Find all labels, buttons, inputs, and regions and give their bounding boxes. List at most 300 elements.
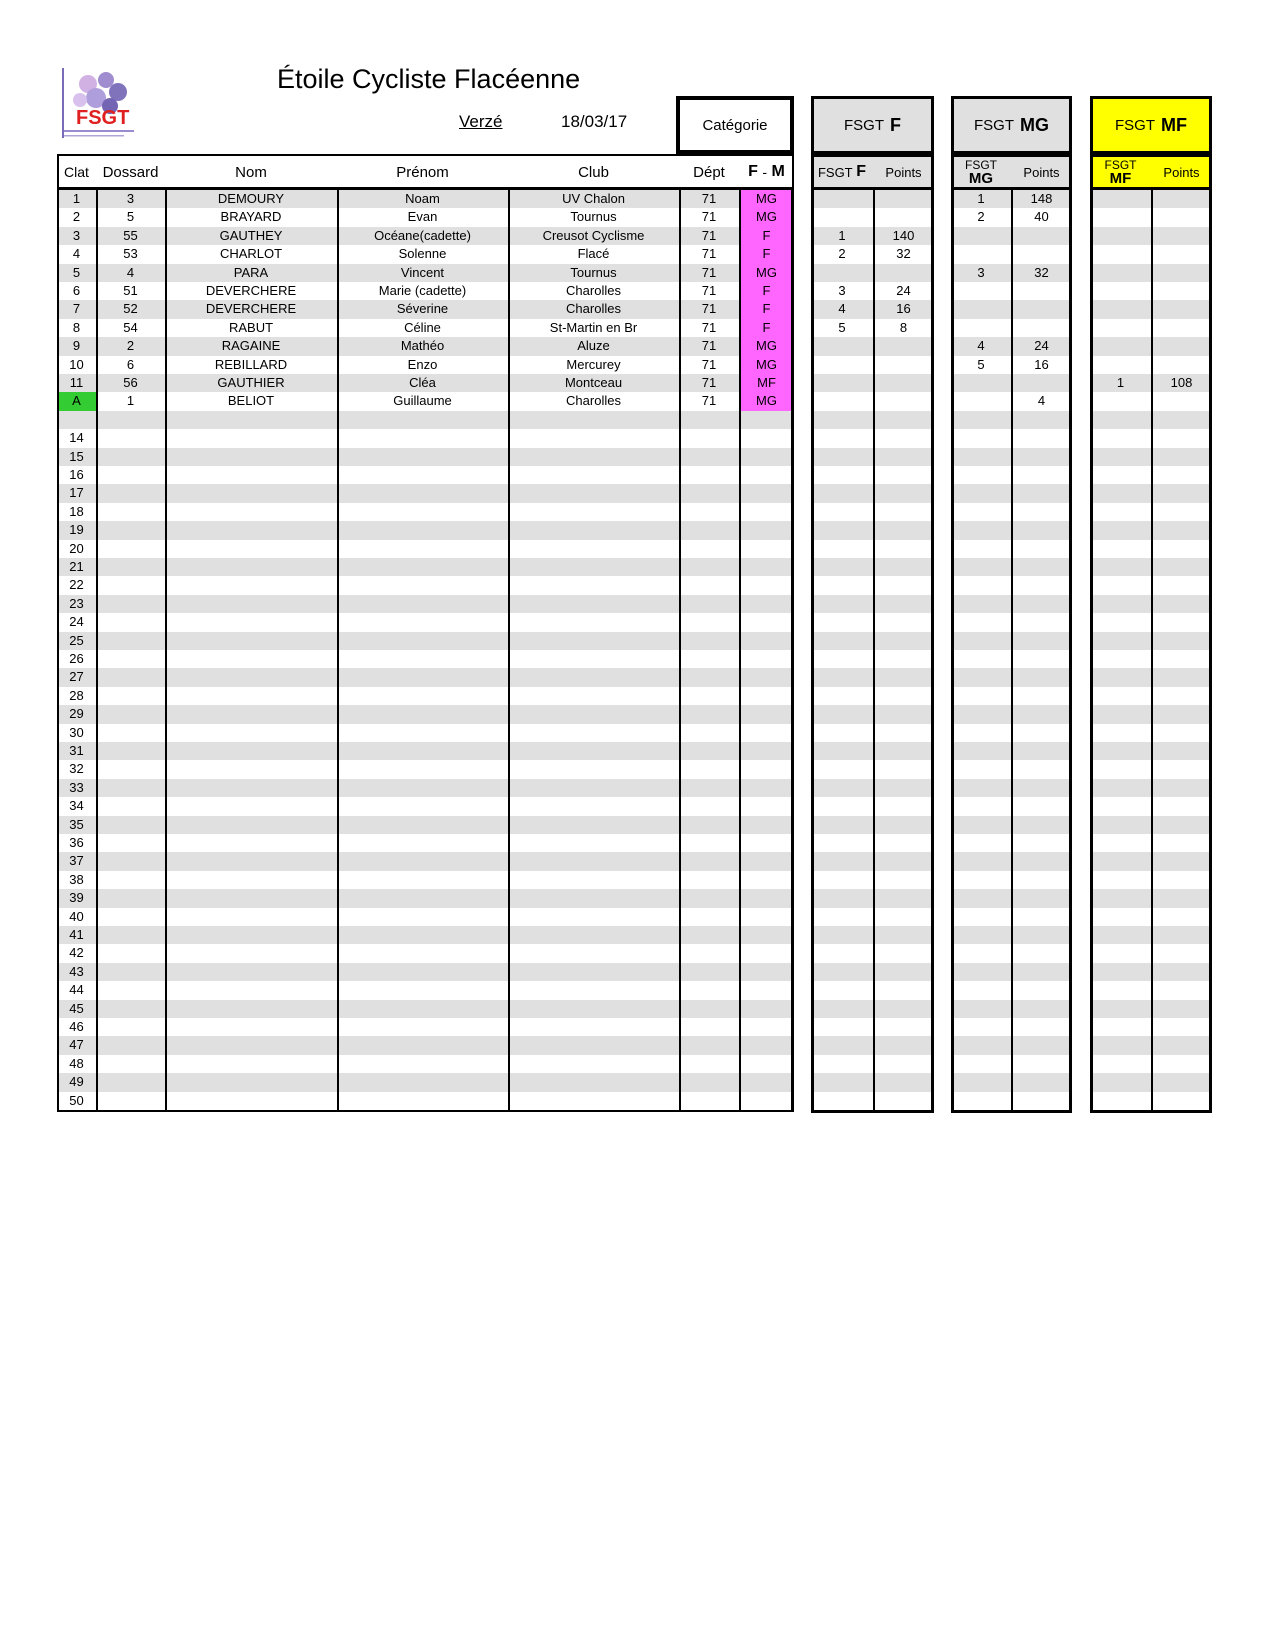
cell-mg-rank: 5 (977, 356, 985, 372)
cell-mf-pts (1151, 576, 1212, 594)
cell-mf-rank (1090, 429, 1151, 447)
cell-f-rank (811, 797, 873, 815)
cell-dept (679, 448, 739, 466)
cell-club (508, 981, 679, 999)
cell-prenom (337, 1036, 508, 1054)
cell-cat (739, 724, 794, 742)
cell-cat (739, 429, 794, 447)
cell-f-pts (873, 908, 934, 926)
race-date: 18/03/17 (561, 112, 628, 131)
cell-mg-rank (951, 742, 1011, 760)
cell-dossard (96, 540, 165, 558)
cell-club (508, 411, 679, 429)
cell-dept (679, 852, 739, 870)
cell-mg-rank (951, 429, 1011, 447)
cell-mg-rank (951, 1092, 1011, 1110)
cell-mg-rank (951, 503, 1011, 521)
cell-cat (739, 816, 794, 834)
cell-nom (165, 540, 337, 558)
cell-mg-pts (1011, 779, 1072, 797)
cell-f-pts (873, 981, 934, 999)
cell-mg-rank (951, 760, 1011, 778)
cell-f-rank (811, 944, 873, 962)
cell-mg-pts (1011, 944, 1072, 962)
cell-dept (679, 1018, 739, 1036)
cell-mg-rank (951, 1036, 1011, 1054)
cell-nom (165, 466, 337, 484)
column-divider (873, 190, 875, 1110)
cell-prenom (337, 926, 508, 944)
cell-dossard (96, 705, 165, 723)
cell-cat: F (739, 319, 794, 337)
cell-mf-pts (1151, 245, 1212, 263)
cell-mg-pts (1011, 1036, 1072, 1054)
cell-mf-pts (1151, 319, 1212, 337)
cell-dept (679, 871, 739, 889)
cell-f-pts (873, 558, 934, 576)
cell-dept: 71 (701, 393, 717, 409)
cell-mf-rank (1090, 908, 1151, 926)
cell-dept (679, 963, 739, 981)
cell-mg-pts: 4 (1037, 393, 1046, 409)
cell-clat: 25 (69, 632, 84, 648)
col-dossard: Dossard (102, 163, 159, 181)
cell-clat: 43 (69, 963, 84, 979)
cell-mg-pts (1011, 595, 1072, 613)
cell-f-rank (811, 816, 873, 834)
cell-mf-pts (1151, 540, 1212, 558)
cell-dept (679, 816, 739, 834)
cell-club (508, 687, 679, 705)
cell-dossard: 3 (126, 191, 135, 206)
cell-dept (679, 576, 739, 594)
cell-mf-rank (1090, 484, 1151, 502)
cell-f-pts: 24 (896, 283, 911, 298)
cell-cat: F (739, 282, 794, 300)
cell-club (508, 742, 679, 760)
cell-cat (739, 687, 794, 705)
cell-f-rank (811, 374, 873, 392)
cell-mg-pts (1011, 797, 1072, 815)
col-mg-rank-code: MG (968, 169, 994, 187)
cell-f-rank (811, 613, 873, 631)
cell-club (508, 724, 679, 742)
cell-clat: 22 (69, 577, 84, 593)
cell-nom (165, 871, 337, 889)
cell-dossard (96, 1092, 165, 1110)
cell-mg-pts (1011, 411, 1072, 429)
cell-prenom (337, 1055, 508, 1073)
cell-prenom (337, 1000, 508, 1018)
cell-club (508, 1092, 679, 1110)
cell-mf-pts (1151, 227, 1212, 245)
cell-club (508, 540, 679, 558)
cell-dossard: 4 (126, 264, 135, 280)
cell-prenom (337, 558, 508, 576)
cell-f-rank (811, 429, 873, 447)
cell-f-pts (873, 926, 934, 944)
cell-cat (739, 1036, 794, 1054)
cell-club (508, 871, 679, 889)
fsgt-mf-header (1090, 96, 1212, 154)
cell-dept: 71 (701, 227, 717, 243)
cell-club (508, 668, 679, 686)
cell-mf-pts (1151, 724, 1212, 742)
cell-dossard: 2 (126, 338, 135, 354)
cell-dept: 71 (701, 338, 717, 354)
cell-dossard (96, 816, 165, 834)
col-nom: Nom (235, 163, 267, 181)
cell-dept (679, 1000, 739, 1018)
cell-dept (679, 1055, 739, 1073)
cell-mf-pts (1151, 1092, 1212, 1110)
col-mf-rank-prefix: FSGT (1104, 157, 1137, 172)
cell-nom (165, 981, 337, 999)
cell-prenom: Vincent (400, 264, 445, 280)
cell-prenom: Océane(cadette) (374, 227, 471, 243)
cell-prenom (337, 484, 508, 502)
cell-mf-pts (1151, 668, 1212, 686)
cell-clat: 35 (69, 816, 84, 832)
cell-club: Tournus (570, 264, 617, 280)
cell-mg-rank (951, 300, 1011, 318)
cell-mf-rank (1090, 981, 1151, 999)
cell-clat: 2 (72, 209, 81, 225)
cell-mg-rank (951, 926, 1011, 944)
cell-mf-pts (1151, 1055, 1212, 1073)
cell-f-rank (811, 337, 873, 355)
cell-club (508, 521, 679, 539)
cell-mg-rank (951, 319, 1011, 337)
cell-mf-rank (1090, 392, 1151, 410)
cell-club (508, 576, 679, 594)
cell-cat: F (739, 227, 794, 245)
cell-clat: 23 (69, 595, 84, 611)
cell-dept: 71 (701, 375, 717, 390)
cell-mg-pts (1011, 742, 1072, 760)
cell-f-pts (873, 889, 934, 907)
cell-club (508, 908, 679, 926)
cell-f-pts (873, 1092, 934, 1110)
cell-club (508, 797, 679, 815)
cell-clat: 16 (69, 467, 84, 482)
cell-f-pts (873, 779, 934, 797)
cell-mf-rank (1090, 411, 1151, 429)
cell-dept (679, 981, 739, 999)
cell-mg-pts (1011, 852, 1072, 870)
cell-mg-rank (951, 1018, 1011, 1036)
cell-mf-pts (1151, 797, 1212, 815)
cell-mg-rank (951, 797, 1011, 815)
cell-clat: 18 (69, 503, 84, 519)
cell-f-pts (873, 392, 934, 410)
cell-mf-pts (1151, 264, 1212, 282)
cell-mf-pts (1151, 650, 1212, 668)
cell-clat: 37 (69, 853, 84, 869)
table-bottom-border (57, 1110, 794, 1112)
cell-clat: 4 (72, 246, 81, 262)
cell-clat: 20 (69, 540, 84, 556)
cell-prenom (337, 797, 508, 815)
cell-f-rank (811, 632, 873, 650)
cell-mg-rank (951, 521, 1011, 539)
cell-cat (739, 852, 794, 870)
cell-club (508, 650, 679, 668)
cell-f-rank (811, 208, 873, 226)
cell-cat (739, 797, 794, 815)
cell-cat (739, 448, 794, 466)
cell-mf-rank (1090, 760, 1151, 778)
cell-clat: 19 (69, 522, 84, 538)
column-divider (1151, 190, 1153, 1110)
cell-cat (739, 503, 794, 521)
cell-f-rank (811, 521, 873, 539)
cell-cat (739, 466, 794, 484)
cell-clat: 41 (69, 927, 84, 942)
cell-f-pts (873, 944, 934, 962)
cell-mf-rank (1090, 779, 1151, 797)
cell-clat: 8 (72, 319, 81, 335)
table-bottom-border (951, 1110, 1072, 1113)
cell-cat (739, 595, 794, 613)
cell-mg-pts (1011, 613, 1072, 631)
cell-mg-rank (951, 889, 1011, 907)
fsgt-mg-header (951, 96, 1072, 154)
cell-mg-rank (951, 466, 1011, 484)
cell-f-rank (811, 411, 873, 429)
cell-nom (165, 1073, 337, 1091)
cell-nom: CHARLOT (219, 246, 283, 262)
cell-mf-rank (1090, 1092, 1151, 1110)
cell-f-pts (873, 650, 934, 668)
cell-mg-pts: 32 (1034, 264, 1049, 280)
cell-cat: MG (739, 337, 794, 355)
cell-mf-pts (1151, 282, 1212, 300)
cell-f-pts (873, 521, 934, 539)
cell-club (508, 926, 679, 944)
cell-clat: 39 (69, 890, 84, 906)
cell-f-pts (873, 871, 934, 889)
cell-mg-rank (951, 981, 1011, 999)
cell-clat: 28 (69, 687, 84, 703)
cell-nom (165, 687, 337, 705)
cell-club (508, 852, 679, 870)
cell-mg-pts (1011, 871, 1072, 889)
cell-f-rank: 3 (838, 283, 846, 298)
cell-dossard (96, 668, 165, 686)
cell-mf-rank (1090, 1036, 1151, 1054)
cell-dossard (96, 613, 165, 631)
cell-club (508, 558, 679, 576)
cell-nom: DEVERCHERE (205, 283, 297, 298)
cell-f-pts (873, 1036, 934, 1054)
cell-mf-rank (1090, 356, 1151, 374)
cell-nom (165, 668, 337, 686)
cell-mf-rank (1090, 852, 1151, 870)
cell-f-pts (873, 852, 934, 870)
cell-mf-pts (1151, 521, 1212, 539)
cell-clat: 17 (69, 485, 84, 501)
cell-mf-rank (1090, 871, 1151, 889)
cell-prenom (337, 1018, 508, 1036)
cell-mg-rank (951, 871, 1011, 889)
cell-mg-rank (951, 724, 1011, 742)
cell-mf-pts (1151, 1000, 1212, 1018)
cell-mf-rank (1090, 282, 1151, 300)
cell-dept (679, 540, 739, 558)
cell-dept (679, 724, 739, 742)
cell-clat: 31 (69, 743, 84, 758)
cell-club (508, 484, 679, 502)
cell-dossard (96, 779, 165, 797)
cell-nom (165, 484, 337, 502)
cell-cat (739, 944, 794, 962)
cell-club (508, 834, 679, 852)
cell-clat: 27 (69, 669, 84, 685)
cell-mf-pts (1151, 1018, 1212, 1036)
cell-f-pts (873, 503, 934, 521)
column-divider (508, 190, 510, 1110)
category-box (676, 96, 794, 154)
cell-mg-pts (1011, 1055, 1072, 1073)
col-dept: Dépt (693, 163, 725, 181)
cell-mg-pts (1011, 889, 1072, 907)
cell-clat: 15 (69, 448, 84, 464)
cell-dept: 71 (701, 301, 717, 317)
cell-mf-rank (1090, 724, 1151, 742)
cell-dept: 71 (701, 191, 717, 206)
cell-f-pts (873, 411, 934, 429)
cell-nom (165, 944, 337, 962)
cell-cat (739, 834, 794, 852)
cell-dossard (96, 448, 165, 466)
cell-nom: REBILLARD (214, 356, 288, 372)
cell-f-pts (873, 374, 934, 392)
cell-mg-pts (1011, 963, 1072, 981)
cell-mg-pts (1011, 540, 1072, 558)
cell-dossard (96, 632, 165, 650)
cell-dept (679, 797, 739, 815)
fsgt-mg-code: MG (1020, 115, 1049, 135)
cell-cat (739, 779, 794, 797)
cell-mf-rank (1090, 1055, 1151, 1073)
cell-mg-rank (951, 227, 1011, 245)
column-divider (1090, 190, 1093, 1110)
cell-cat (739, 632, 794, 650)
cell-f-pts (873, 816, 934, 834)
cell-mg-rank (951, 576, 1011, 594)
cell-club (508, 779, 679, 797)
cell-mg-pts (1011, 1000, 1072, 1018)
cell-dept (679, 668, 739, 686)
cell-clat: 38 (69, 871, 84, 887)
cell-dossard (96, 1073, 165, 1091)
cell-dossard (96, 889, 165, 907)
cell-dossard (96, 466, 165, 484)
cell-f-pts (873, 264, 934, 282)
cell-f-rank (811, 1073, 873, 1091)
cell-dept (679, 521, 739, 539)
cell-mg-rank (951, 613, 1011, 631)
fsgt-f-prefix: FSGT (844, 116, 884, 134)
cell-clat: 48 (69, 1055, 84, 1071)
cell-f-pts: 16 (896, 301, 911, 317)
cell-club (508, 816, 679, 834)
cell-clat: 26 (69, 651, 84, 666)
cell-dossard (96, 724, 165, 742)
cell-prenom (337, 834, 508, 852)
cell-f-pts (873, 724, 934, 742)
fsgt-mg-prefix: FSGT (974, 116, 1014, 134)
cell-f-rank (811, 926, 873, 944)
cell-mf-pts (1151, 705, 1212, 723)
cell-f-pts (873, 1000, 934, 1018)
cell-f-rank (811, 503, 873, 521)
cell-mg-pts (1011, 705, 1072, 723)
cell-club: Montceau (564, 375, 623, 390)
cell-clat: 34 (69, 798, 84, 814)
cell-mg-rank (951, 540, 1011, 558)
cell-dept (679, 503, 739, 521)
cell-f-pts (873, 540, 934, 558)
cell-f-pts: 32 (896, 246, 911, 262)
cell-mf-pts (1151, 466, 1212, 484)
cell-clat: 33 (69, 779, 84, 795)
column-divider (951, 190, 954, 1110)
cell-cat: F (739, 245, 794, 263)
cell-f-pts: 140 (892, 227, 915, 243)
cell-nom (165, 576, 337, 594)
cell-mf-rank (1090, 448, 1151, 466)
cell-nom (165, 1000, 337, 1018)
cell-mf-pts (1151, 411, 1212, 429)
column-divider (791, 190, 794, 1110)
cell-club (508, 760, 679, 778)
cell-f-pts (873, 613, 934, 631)
cell-mf-pts (1151, 742, 1212, 760)
cell-mf-pts (1151, 558, 1212, 576)
cell-dossard (96, 521, 165, 539)
cell-nom (165, 963, 337, 981)
col-mf-rank-code: MF (1109, 169, 1132, 187)
cell-nom: GAUTHEY (219, 227, 283, 243)
cell-mf-pts (1151, 816, 1212, 834)
cell-mf-rank (1090, 705, 1151, 723)
cell-cat: MG (739, 264, 794, 282)
cell-mf-rank (1090, 834, 1151, 852)
cell-mf-pts (1151, 852, 1212, 870)
cell-club (508, 944, 679, 962)
cell-mg-pts: 148 (1030, 191, 1053, 206)
cell-mf-pts (1151, 908, 1212, 926)
cell-f-rank (811, 595, 873, 613)
col-f-rank-prefix: FSGT (817, 164, 853, 180)
cell-mf-pts (1151, 429, 1212, 447)
cell-mg-rank (951, 411, 1011, 429)
cell-clat: 14 (69, 430, 84, 446)
cell-dossard: 55 (123, 227, 138, 243)
cell-f-pts (873, 429, 934, 447)
cell-cat (739, 540, 794, 558)
cell-nom (165, 908, 337, 926)
cell-nom (165, 889, 337, 907)
cell-prenom: Evan (407, 209, 438, 225)
cell-f-pts (873, 1073, 934, 1091)
fsgt-logo (58, 66, 140, 144)
cell-cat (739, 705, 794, 723)
column-divider (96, 190, 98, 1110)
cell-mf-pts (1151, 300, 1212, 318)
